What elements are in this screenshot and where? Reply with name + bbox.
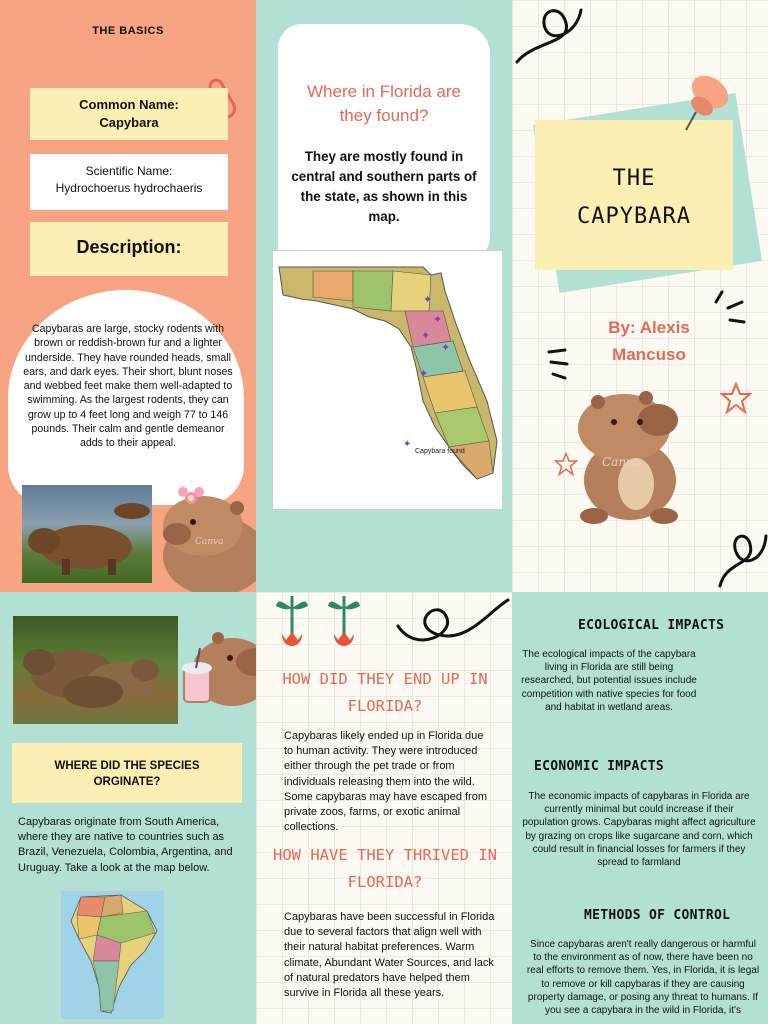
svg-text:✦: ✦ xyxy=(441,342,451,354)
origin-heading-box xyxy=(12,743,242,803)
cover-title xyxy=(535,160,733,236)
south-america-map xyxy=(60,890,163,1018)
arrival-question-2: HOW HAVE THEY THRIVED IN FLORIDA? xyxy=(273,846,497,891)
cover-author-line1: By: Alexis xyxy=(608,318,690,337)
cover-author xyxy=(575,314,723,368)
common-name-value: Capybara xyxy=(99,115,159,130)
florida-map xyxy=(272,250,503,510)
common-name-label: Common Name: xyxy=(79,97,179,112)
economic-impacts-text: The economic impacts of capybaras in Florida are currently minimal but could increase if their population grows. Capybaras might affect agriculture by grazing on crops like sugarcane and corn, which could result in financial losses for farmers if they spread to farmland xyxy=(522,791,756,869)
florida-title: Where in Florida are they found? xyxy=(306,82,461,125)
capybara-photo xyxy=(22,485,152,583)
arrival-text-2: Capybaras have been successful in Florida due to several factors that align well with their natural habitat preferences. Warm climate, Abundant Water Sources, and lack of natural predators have helped them survive in Florida all these years. xyxy=(284,911,495,1000)
watermark-text-2: Canva xyxy=(602,455,640,469)
loop-scribble-2-icon xyxy=(396,594,512,654)
florida-text: They are mostly found in central and southern parts of the state, as shown in this map. xyxy=(291,149,477,224)
basics-title: THE BASICS xyxy=(92,25,164,37)
scientific-name-label: Scientific Name: xyxy=(85,164,173,178)
svg-text:✦: ✦ xyxy=(433,314,443,326)
pushpin-icon xyxy=(680,68,736,138)
map-legend-text: Capybara found xyxy=(415,448,465,455)
economic-impacts-heading: ECONOMIC IMPACTS xyxy=(534,759,665,774)
origin-text: Capybaras originate from South America, where they are native to countries such as Brazil, Venezuela, Colombia, Argentina, and Uruguay. Take a look at the map below. xyxy=(18,816,233,874)
common-name-box xyxy=(30,88,228,140)
svg-text:✦: ✦ xyxy=(423,294,433,306)
scientific-name-box xyxy=(30,154,228,210)
swirl-scribble-icon xyxy=(716,516,768,592)
capybara-family-photo xyxy=(13,616,178,724)
tulips-icon xyxy=(272,594,368,654)
cover-title-line2: CAPYBARA xyxy=(577,204,691,229)
cover-author-line2: Mancuso xyxy=(612,345,686,364)
arrival-question-1: HOW DID THEY END UP IN FLORIDA? xyxy=(282,670,488,715)
description-heading: Description: xyxy=(30,222,228,276)
methods-of-control-text: Since capybaras aren't really dangerous or harmful to the environment as of now, there have been no real efforts to remove them. Yes, in Florida, it is legal to remove or kill capybaras if they are causing property damage, or posing any threat to humans. If you see a capybara in the wild in Florida, it's xyxy=(526,939,760,1017)
capybara-sitting-illustration xyxy=(568,388,688,528)
cover-title-line1: THE xyxy=(612,166,656,191)
florida-card xyxy=(278,24,490,264)
loop-scribble-icon xyxy=(515,0,585,70)
svg-text:✦: ✦ xyxy=(419,368,429,380)
ecological-impacts-text: The ecological impacts of the capybara living in Florida are still being researched, but potential issues include competition with native species for food and habitat in wetland areas. xyxy=(521,649,697,713)
origin-heading: WHERE DID THE SPECIES ORGINATE? xyxy=(54,760,200,788)
description-text: Capybaras are large, stocky rodents with brown or reddish-brown fur and a lighter underside. They have rounded heads, small ears, and dark eyes. Their short, blunt noses and webbed feet make them well-adapted to swimming. As the largest rodents, they can grow up to 4 feet long and weigh 77 to 146 pounds. Their calm and gentle demeanor adds to their appeal. xyxy=(23,323,233,450)
watermark-text: Canva xyxy=(195,537,224,547)
ecological-impacts-heading: ECOLOGICAL IMPACTS xyxy=(578,618,725,633)
svg-text:✦: ✦ xyxy=(421,330,431,342)
scientific-name-value: Hydrochoerus hydrochaeris xyxy=(55,181,203,195)
svg-text:✦: ✦ xyxy=(403,439,412,450)
star-icon xyxy=(720,382,752,414)
arrival-text-1: Capybaras likely ended up in Florida due to human activity. They were introduced either through the pet trade or from individuals releasing them into the wild. Some capybaras may have escaped from private zoos, farms, or exotic animal collections. xyxy=(284,730,487,834)
capybara-flower-illustration xyxy=(155,486,270,594)
methods-of-control-heading: METHODS OF CONTROL xyxy=(584,908,731,923)
